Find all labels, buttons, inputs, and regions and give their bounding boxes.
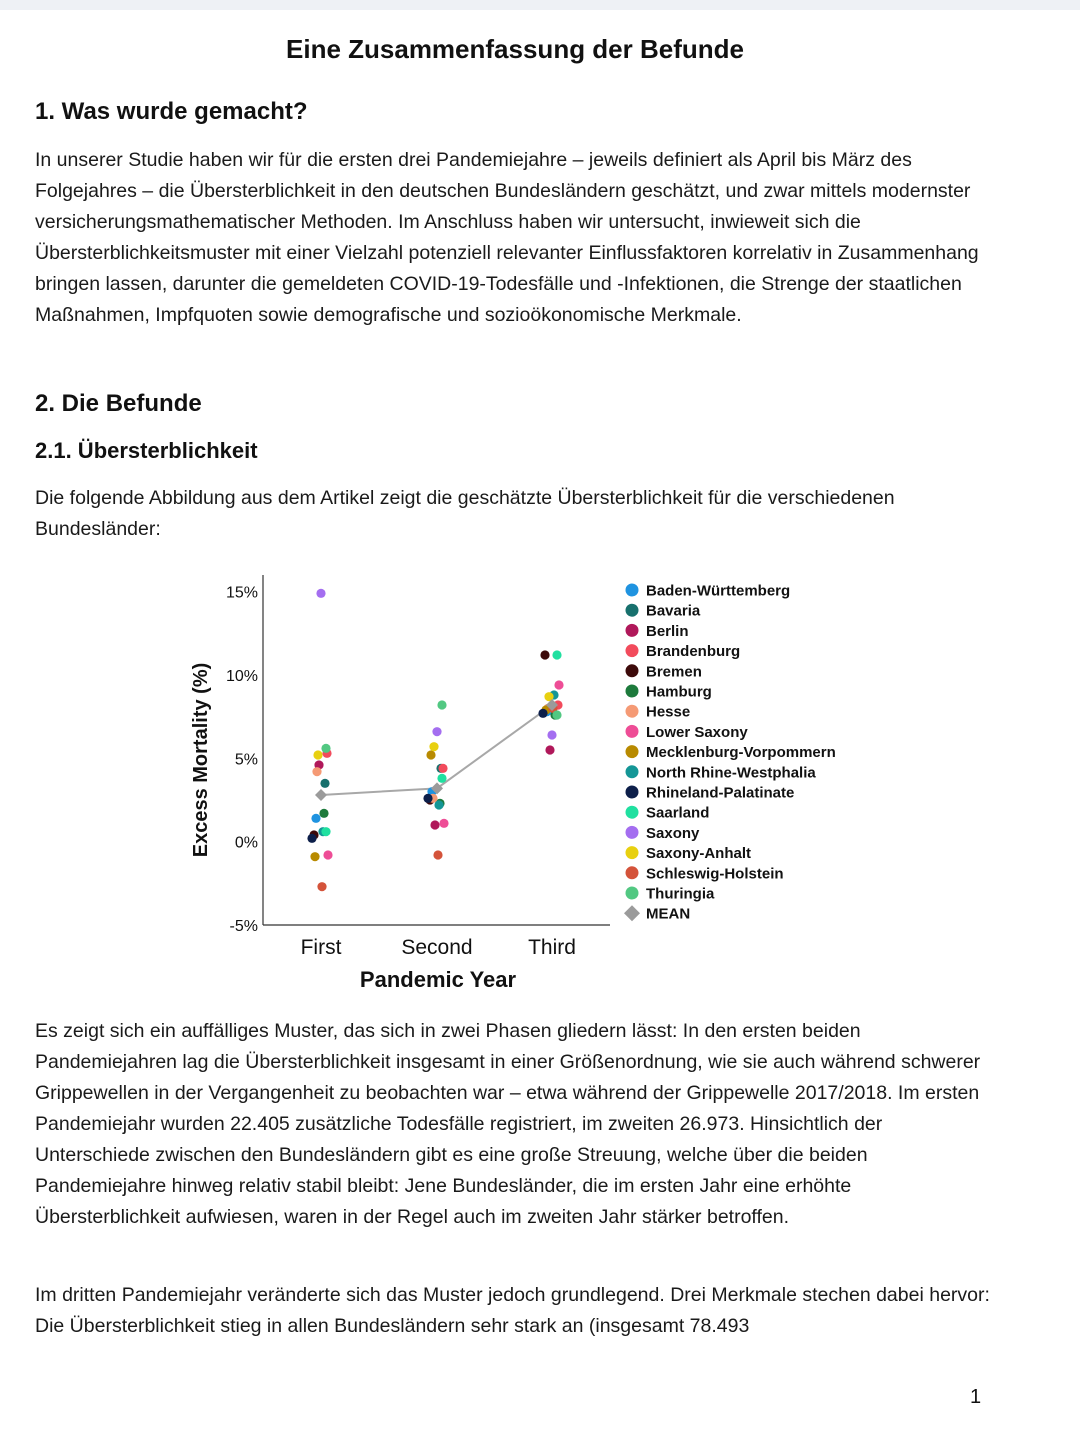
data-point <box>321 744 330 753</box>
data-point <box>552 710 561 719</box>
chart-legend <box>624 583 836 923</box>
top-bar <box>0 0 1080 10</box>
data-points <box>307 589 563 892</box>
findings-paragraph-2: Im dritten Pandemiejahr veränderte sich das Muster jedoch grundlegend. Drei Merkmale stechen dabei hervor: Die Übersterblichkeit stieg in allen Bundesländern sehr stark an (insgesamt 78.493 <box>35 1284 990 1337</box>
legend-marker <box>626 826 639 839</box>
legend-marker <box>626 846 639 859</box>
legend-label: Bavaria <box>646 602 701 620</box>
legend-label: MEAN <box>646 905 691 923</box>
data-point <box>439 819 448 828</box>
legend-marker <box>626 664 639 677</box>
legend-marker <box>626 765 639 778</box>
legend-label: Thuringia <box>646 885 715 903</box>
y-tick-labels <box>226 585 258 935</box>
data-point <box>538 709 547 718</box>
data-point <box>547 730 556 739</box>
legend-label: Saxony-Anhalt <box>646 845 752 863</box>
legend-label: Saarland <box>646 804 710 822</box>
document-title: Eine Zusammenfassung der Befunde <box>286 34 744 64</box>
data-point <box>321 827 330 836</box>
legend-label: Hesse <box>646 703 691 721</box>
y-tick-label: 0% <box>234 834 258 852</box>
y-tick-label: 5% <box>234 751 258 769</box>
legend-marker <box>626 685 639 698</box>
data-point <box>540 650 549 659</box>
data-point <box>429 742 438 751</box>
legend-marker <box>624 905 640 921</box>
legend-marker <box>626 887 639 900</box>
y-tick-label: -5% <box>229 918 258 935</box>
legend-label: North Rhine-Westphalia <box>646 764 816 782</box>
mean-point <box>315 789 327 801</box>
legend-marker <box>626 705 639 718</box>
legend-label: Lower Saxony <box>646 723 748 741</box>
legend-label: Rhineland-Palatinate <box>646 784 795 802</box>
x-tick-labels <box>301 936 576 959</box>
legend-label: Bremen <box>646 663 702 681</box>
legend-marker <box>626 745 639 758</box>
x-tick-label: Second <box>401 936 473 959</box>
legend-marker <box>626 786 639 799</box>
legend-marker <box>626 604 639 617</box>
data-point <box>316 589 325 598</box>
section-2-heading: 2. Die Befunde <box>35 390 202 417</box>
data-point <box>430 820 439 829</box>
data-point <box>320 779 329 788</box>
data-point <box>317 882 326 891</box>
section-1-paragraph: In unserer Studie haben wir für die ersten drei Pandemiejahre – jeweils definiert als April bis März des Folgejahres – die Übersterblichkeit in den deutschen Bundesländern geschätzt, und zwar mittels modernster versicherungsmathematischer Methoden. Im Anschluss haben wir untersucht, inwieweit sich die Übersterblichkeitsmuster mit einer Vielzahl potenziell relevanter Einflussfaktoren korrelativ in Zusammenhang bringen lassen, darunter die gemeldeten COVID-19-Todesfälle und -Infektionen, die Strenge der staatlichen Maßnahmen, Impfquoten sowie demografische und sozioökonomische Merkmale. <box>35 149 979 326</box>
legend-label: Mecklenburg-Vorpommern <box>646 744 836 762</box>
data-point <box>313 750 322 759</box>
legend-marker <box>626 806 639 819</box>
data-point <box>307 834 316 843</box>
data-point <box>545 745 554 754</box>
x-tick-label: First <box>300 936 342 959</box>
x-axis-label: Pandemic Year <box>359 967 517 992</box>
data-point <box>433 850 442 859</box>
data-point <box>426 750 435 759</box>
excess-mortality-chart <box>180 560 860 1000</box>
data-point <box>423 794 432 803</box>
figure-intro-paragraph: Die folgende Abbildung aus dem Artikel zeigt die geschätzte Übersterblichkeit für die verschiedenen Bundesländer: <box>35 487 895 540</box>
section-2-1-heading: 2.1. Übersterblichkeit <box>35 438 258 463</box>
legend-marker <box>626 866 639 879</box>
legend-marker <box>626 725 639 738</box>
data-point <box>323 850 332 859</box>
data-point <box>437 700 446 709</box>
legend-label: Saxony <box>646 824 700 842</box>
findings-paragraph-1: Es zeigt sich ein auffälliges Muster, das sich in zwei Phasen gliedern lässt: In den ersten beiden Pandemiejahren lag die Übersterblichkeit insgesamt in einer Größenordnung, wie sie auch während schwerer Grippewellen in der Vergangenheit zu beobachten war – etwa während der Grippewelle 2017/2018. Im ersten Pandemiejahr wurden 22.405 zusätzliche Todesfälle registriert, im zweiten 26.973. Hinsichtlich der Unterschiede zwischen den Bundesländern gibt es eine große Streuung, welche über die beiden Pandemiejahre hinweg relativ stabil bleibt: Jene Bundesländer, die im ersten Jahr eine erhöhte Übersterblichkeit aufwiesen, waren in der Regel auch im zweiten Jahr stärker betroffen. <box>35 1020 981 1228</box>
x-tick-label: Third <box>528 936 576 959</box>
y-tick-label: 15% <box>225 584 258 602</box>
data-point <box>552 650 561 659</box>
y-tick-label: 10% <box>225 668 258 685</box>
data-point <box>311 814 320 823</box>
section-1-heading: 1. Was wurde gemacht? <box>35 98 308 125</box>
legend-label: Baden-Württemberg <box>646 582 791 600</box>
y-axis-label: Excess Mortality (%) <box>190 662 212 858</box>
page-number: 1 <box>970 1386 982 1408</box>
legend-marker <box>626 584 639 597</box>
legend-label: Hamburg <box>646 683 712 701</box>
data-point <box>312 767 321 776</box>
data-point <box>310 852 319 861</box>
data-point <box>437 774 446 783</box>
data-point <box>438 764 447 773</box>
legend-marker <box>626 644 639 657</box>
legend-marker <box>626 624 639 637</box>
data-point <box>432 727 441 736</box>
legend-label: Brandenburg <box>646 643 741 661</box>
data-point <box>319 809 328 818</box>
data-point <box>554 680 563 689</box>
data-point <box>434 800 443 809</box>
legend-label: Schleswig-Holstein <box>646 865 784 883</box>
legend-label: Berlin <box>646 622 689 640</box>
